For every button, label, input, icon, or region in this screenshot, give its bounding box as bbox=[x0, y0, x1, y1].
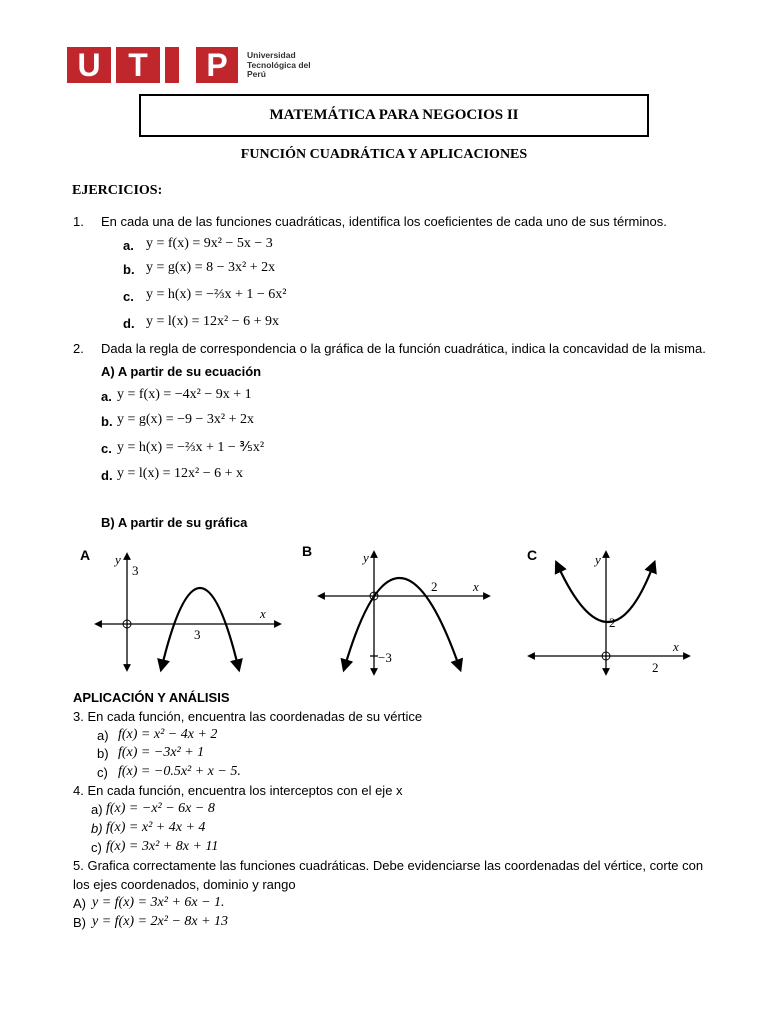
q5-item-label: B) bbox=[73, 915, 86, 930]
q1-item-label: b. bbox=[123, 262, 135, 277]
y-tick-label: 3 bbox=[132, 563, 139, 578]
y-axis-label: y bbox=[115, 552, 121, 567]
logo-letter-t: T bbox=[116, 47, 160, 83]
q2-text: Dada la regla de correspondencia o la gráfica de la función cuadrática, indica la concavidad de la misma. bbox=[101, 341, 706, 356]
q5-item-expr: y = f(x) = 2x² − 8x + 13 bbox=[92, 914, 229, 929]
q3-text: 3. En cada función, encuentra las coordenadas de su vértice bbox=[73, 709, 423, 724]
q3-item-expr: f(x) = −3x² + 1 bbox=[118, 745, 205, 760]
q2-part-b-heading: B) A partir de su gráfica bbox=[101, 515, 248, 530]
q4-item-label: a) bbox=[91, 802, 103, 817]
y-tick-label: 2 bbox=[609, 615, 616, 630]
q5-text-line1: 5. Grafica correctamente las funciones cuadráticas. Debe evidenciarse las coordenadas del vértice, corte con bbox=[73, 858, 704, 873]
page-title: MATEMÁTICA PARA NEGOCIOS II bbox=[139, 94, 649, 137]
q1-item-expr: y = l(x) = 12x² − 6 + 9x bbox=[146, 314, 279, 329]
q1-text: En cada una de las funciones cuadráticas, identifica los coeficientes de cada uno de sus términos. bbox=[101, 214, 667, 229]
q1-item-label: c. bbox=[123, 289, 134, 304]
graph-b-label: B bbox=[302, 543, 313, 559]
application-heading: APLICACIÓN Y ANÁLISIS bbox=[73, 690, 230, 705]
q2-item-expr: y = g(x) = −9 − 3x² + 2x bbox=[117, 412, 254, 427]
q5-item-label: A) bbox=[73, 896, 86, 911]
page-subtitle: FUNCIÓN CUADRÁTICA Y APLICACIONES bbox=[240, 147, 528, 162]
q4-item-expr: f(x) = x² + 4x + 4 bbox=[106, 820, 206, 835]
q2-item-expr: y = f(x) = −4x² − 9x + 1 bbox=[117, 387, 252, 402]
q5-item-expr: y = f(x) = 3x² + 6x − 1. bbox=[92, 895, 225, 910]
q1-item-expr: y = g(x) = 8 − 3x² + 2x bbox=[146, 260, 276, 275]
q4-text: 4. En cada función, encuentra los interceptos con el eje x bbox=[73, 783, 403, 798]
y-axis-label: y bbox=[363, 550, 369, 565]
q2-item-label: c. bbox=[101, 441, 112, 456]
q1-item-expr: y = h(x) = −⅔x + 1 − 6x² bbox=[146, 287, 287, 302]
q3-item-expr: f(x) = x² − 4x + 2 bbox=[118, 727, 218, 742]
q2-number: 2. bbox=[73, 341, 84, 356]
x-tick-label: 2 bbox=[652, 660, 659, 675]
q1-item-label: d. bbox=[123, 316, 135, 331]
y-axis-label: y bbox=[595, 552, 601, 567]
q4-item-expr: f(x) = 3x² + 8x + 11 bbox=[106, 839, 219, 854]
graph-c bbox=[525, 548, 695, 678]
logo-letter-p: P bbox=[196, 47, 238, 83]
q2-item-label: a. bbox=[101, 389, 112, 404]
graph-a-label: A bbox=[80, 547, 91, 563]
q3-item-label: a) bbox=[97, 728, 109, 743]
exercises-heading: EJERCICIOS: bbox=[72, 183, 163, 198]
x-axis-label: x bbox=[260, 606, 266, 621]
q4-item-expr: f(x) = −x² − 6x − 8 bbox=[106, 801, 215, 816]
q2-item-expr: y = h(x) = −⅔x + 1 − ⅗x² bbox=[117, 440, 265, 455]
q1-item-expr: y = f(x) = 9x² − 5x − 3 bbox=[146, 236, 273, 251]
x-axis-label: x bbox=[473, 579, 479, 594]
q2-item-label: b. bbox=[101, 414, 113, 429]
parabola-curve bbox=[345, 578, 459, 666]
q1-item-label: a. bbox=[123, 238, 134, 253]
x-axis-label: x bbox=[673, 639, 679, 654]
logo-university-name: Universidad Tecnológica del Perú bbox=[247, 50, 311, 79]
logo-bar bbox=[165, 47, 179, 83]
logo-letter-u: U bbox=[67, 47, 111, 83]
x-tick-label: 2 bbox=[431, 579, 438, 594]
graph-c-label: C bbox=[527, 547, 538, 563]
q3-item-expr: f(x) = −0.5x² + x − 5. bbox=[118, 764, 241, 779]
q2-item-expr: y = l(x) = 12x² − 6 + x bbox=[117, 466, 243, 481]
graph-a bbox=[90, 548, 290, 678]
q4-item-label: b) bbox=[91, 821, 103, 836]
q5-text-line2: los ejes coordenados, dominio y rango bbox=[73, 877, 296, 892]
q1-number: 1. bbox=[73, 214, 84, 229]
q4-item-label: c) bbox=[91, 840, 102, 855]
x-tick-label: 3 bbox=[194, 627, 201, 642]
q3-item-label: c) bbox=[97, 765, 108, 780]
q2-item-label: d. bbox=[101, 468, 113, 483]
y-tick-label: −3 bbox=[378, 650, 392, 665]
q2-part-a-heading: A) A partir de su ecuación bbox=[101, 364, 262, 379]
q3-item-label: b) bbox=[97, 746, 109, 761]
graph-b bbox=[315, 548, 495, 678]
